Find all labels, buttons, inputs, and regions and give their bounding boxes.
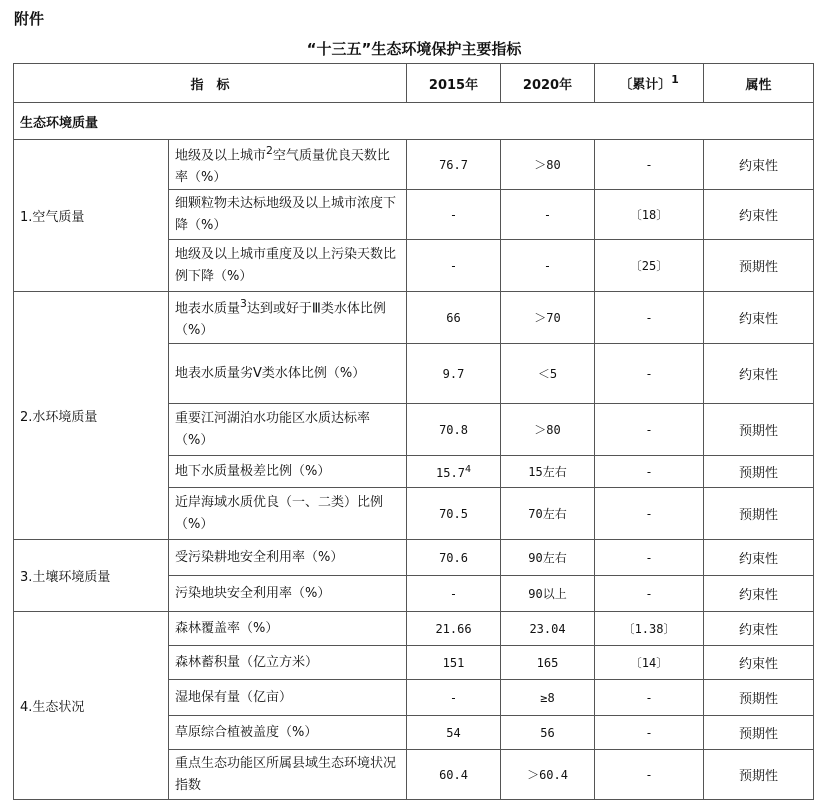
value-2020: -	[501, 240, 595, 292]
value-2015	[407, 292, 501, 344]
category-cell: 2.水环境质量	[14, 292, 169, 540]
indicator-text: 受污染耕地安全利用率（%）	[175, 549, 344, 565]
header-cumulative	[595, 64, 704, 103]
indicator-cell	[169, 190, 407, 240]
indicator-text: 地表水质量劣Ⅴ类水体比例（%）	[175, 365, 366, 381]
value-2015-text: 15.7	[436, 465, 465, 480]
value-cumulative: -	[595, 750, 704, 800]
value-2015	[407, 190, 501, 240]
value-2015-text: 60.4	[439, 767, 468, 782]
header-row	[14, 64, 814, 103]
attribute-cell: 约束性	[704, 140, 814, 190]
value-2015-text: 21.66	[435, 621, 472, 636]
value-2015	[407, 716, 501, 750]
value-2020: 15左右	[501, 456, 595, 488]
value-2015	[407, 488, 501, 540]
value-cumulative: -	[595, 456, 704, 488]
attribute-cell: 预期性	[704, 680, 814, 716]
indicator-text: 近岸海域水质优良（一、二类）比例（%）	[175, 494, 384, 532]
value-2015-text: 66	[446, 310, 461, 325]
value-2015-text: 70.8	[439, 422, 468, 437]
value-2015-text: 76.7	[439, 157, 468, 172]
value-2020: ＞80	[501, 404, 595, 456]
footnote-1-marker: 1	[671, 73, 679, 87]
footnote-marker: 4	[464, 463, 471, 475]
value-cumulative: 〔1.38〕	[595, 612, 704, 646]
attribute-cell: 约束性	[704, 646, 814, 680]
table-row	[14, 540, 814, 576]
value-2015-text: 151	[442, 655, 465, 670]
value-2015	[407, 540, 501, 576]
indicator-cell	[169, 576, 407, 612]
value-2015	[407, 344, 501, 404]
indicator-cell	[169, 292, 407, 344]
indicator-cell	[169, 404, 407, 456]
section-name: 生态环境质量	[14, 103, 814, 140]
value-2015-text: 70.6	[439, 550, 468, 565]
value-2020: 23.04	[501, 612, 595, 646]
attribute-cell: 约束性	[704, 292, 814, 344]
indicator-text: 地下水质量极差比例（%）	[175, 463, 331, 479]
value-2020: 90以上	[501, 576, 595, 612]
value-cumulative: -	[595, 540, 704, 576]
indicator-cell	[169, 240, 407, 292]
indicator-text-cont: 空气质量优良天数比率（%）	[175, 148, 390, 186]
indicator-cell	[169, 680, 407, 716]
indicator-cell	[169, 646, 407, 680]
table-row	[14, 612, 814, 646]
value-2015	[407, 404, 501, 456]
value-2015	[407, 240, 501, 292]
indicator-cell	[169, 750, 407, 800]
value-cumulative: -	[595, 292, 704, 344]
header-attribute: 属性	[704, 64, 814, 103]
value-2015-text: -	[449, 690, 458, 705]
category-cell: 1.空气质量	[14, 140, 169, 292]
indicator-text: 地级及以上城市重度及以上污染天数比例下降（%）	[175, 246, 397, 284]
indicator-text: 地级及以上城市	[175, 148, 267, 164]
value-cumulative: 〔14〕	[595, 646, 704, 680]
value-2020: 165	[501, 646, 595, 680]
category-cell: 4.生态状况	[14, 612, 169, 800]
indicator-cell	[169, 540, 407, 576]
indicator-text: 森林蓄积量（亿立方米）	[175, 654, 319, 670]
indicator-text: 细颗粒物未达标地级及以上城市浓度下降（%）	[175, 195, 397, 233]
attribute-cell: 约束性	[704, 190, 814, 240]
attribute-cell: 约束性	[704, 612, 814, 646]
indicator-cell	[169, 612, 407, 646]
category-cell: 3.土壤环境质量	[14, 540, 169, 612]
indicator-text: 草原综合植被盖度（%）	[175, 724, 318, 740]
table-row	[14, 140, 814, 190]
value-2015-text: -	[449, 586, 458, 601]
attribute-cell: 约束性	[704, 540, 814, 576]
attribute-cell: 预期性	[704, 404, 814, 456]
value-2020: ＞70	[501, 292, 595, 344]
header-cumulative-label: 〔累计〕	[619, 77, 672, 93]
value-cumulative: 〔25〕	[595, 240, 704, 292]
value-2020: ＜5	[501, 344, 595, 404]
value-2020: ＞60.4	[501, 750, 595, 800]
value-cumulative: -	[595, 344, 704, 404]
value-2020: -	[501, 190, 595, 240]
attribute-cell: 约束性	[704, 344, 814, 404]
value-2015	[407, 750, 501, 800]
footnote-marker: 3	[240, 297, 247, 311]
header-indicator: 指 标	[14, 64, 407, 103]
attribute-cell: 预期性	[704, 456, 814, 488]
indicator-text: 地表水质量	[175, 301, 241, 317]
indicator-cell	[169, 456, 407, 488]
value-cumulative: -	[595, 680, 704, 716]
value-2015	[407, 612, 501, 646]
value-2020: ＞80	[501, 140, 595, 190]
value-2015	[407, 646, 501, 680]
indicator-cell	[169, 140, 407, 190]
table-row	[14, 292, 814, 344]
value-2015-text: 54	[446, 725, 461, 740]
value-2020: 56	[501, 716, 595, 750]
value-2015	[407, 456, 501, 488]
indicator-text: 森林覆盖率（%）	[175, 620, 279, 636]
indicators-table	[13, 63, 814, 800]
value-2015-text: 70.5	[439, 506, 468, 521]
value-cumulative: -	[595, 140, 704, 190]
value-2015-text: 9.7	[442, 366, 465, 381]
indicator-cell	[169, 716, 407, 750]
value-2015	[407, 576, 501, 612]
value-cumulative: -	[595, 716, 704, 750]
value-cumulative: -	[595, 488, 704, 540]
indicator-text: 污染地块安全利用率（%）	[175, 585, 331, 601]
indicator-cell	[169, 344, 407, 404]
attribute-cell: 预期性	[704, 716, 814, 750]
value-2015	[407, 680, 501, 716]
footnote-marker: 2	[266, 144, 273, 157]
header-2020: 2020年	[501, 64, 595, 103]
attribute-cell: 约束性	[704, 576, 814, 612]
indicator-text: 重要江河湖泊水功能区水质达标率（%）	[175, 410, 371, 448]
indicator-text: 重点生态功能区所属县域生态环境状况指数	[175, 755, 397, 793]
table-title: “十三五”生态环境保护主要指标	[306, 40, 522, 58]
header-2015: 2015年	[407, 64, 501, 103]
indicator-text: 湿地保有量（亿亩）	[175, 689, 293, 705]
attribute-cell: 预期性	[704, 750, 814, 800]
attribute-cell: 预期性	[704, 240, 814, 292]
value-2015-text: -	[449, 258, 458, 273]
value-cumulative: -	[595, 404, 704, 456]
indicator-cell	[169, 488, 407, 540]
indicator-text-cont: 达到或好于Ⅲ类水体比例（%）	[175, 301, 386, 339]
value-2020: 90左右	[501, 540, 595, 576]
value-2015-text: -	[449, 207, 458, 222]
value-2015	[407, 140, 501, 190]
value-cumulative: 〔18〕	[595, 190, 704, 240]
section-row	[14, 103, 814, 140]
value-cumulative: -	[595, 576, 704, 612]
annex-label: 附件	[14, 10, 45, 28]
value-2020: 70左右	[501, 488, 595, 540]
attribute-cell: 预期性	[704, 488, 814, 540]
value-2020: ≥8	[501, 680, 595, 716]
